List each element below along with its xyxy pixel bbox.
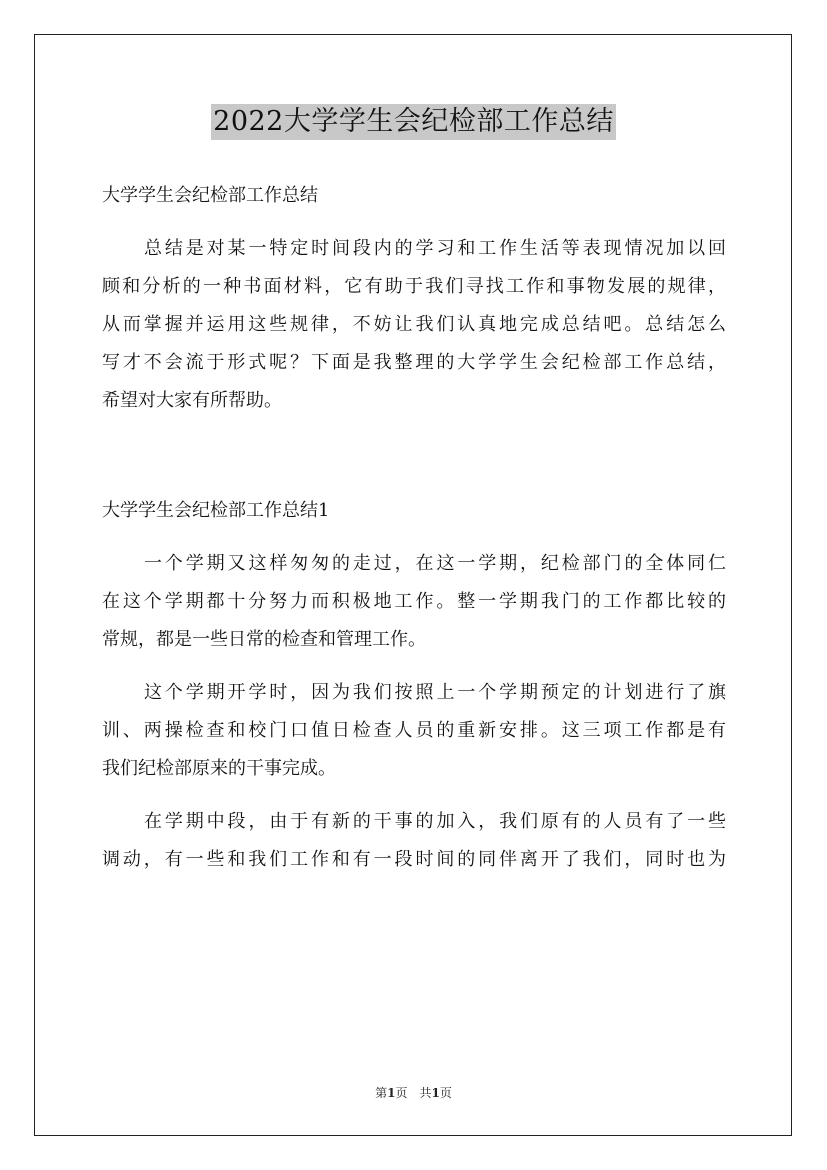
document-title: 2022大学学生会纪检部工作总结: [211, 104, 616, 140]
section-spacer: [102, 420, 726, 490]
section-paragraph: [102, 545, 726, 659]
paragraph-line: 调动，有一些和我们工作和有一段时间的同伴离开了我们，同时也为: [102, 849, 726, 870]
paragraph-line: 我们纪检部原来的干事完成。: [102, 758, 336, 779]
section-heading: 大学学生会纪检部工作总结1: [102, 500, 330, 521]
paragraph-line: 总结是对某一特定时间段内的学习和工作生活等表现情况加以回: [144, 238, 726, 259]
footer-middle: 页 共: [395, 1086, 432, 1100]
intro-paragraph: [102, 230, 726, 420]
footer-page-total: 1: [431, 1086, 440, 1100]
paragraph-line: 希望对大家有所帮助。: [102, 390, 282, 411]
paragraph-line: 在学期中段，由于有新的干事的加入，我们原有的人员有了一些: [144, 811, 726, 832]
page-footer: [0, 1085, 827, 1101]
footer-suffix: 页: [439, 1086, 452, 1100]
footer-page-number: 1: [387, 1086, 396, 1100]
document-body: [102, 175, 726, 879]
section-paragraph: [102, 674, 726, 788]
paragraph-line: 写才不会流于形式呢？下面是我整理的大学学生会纪检部工作总结，: [102, 352, 726, 373]
footer-prefix: 第: [375, 1086, 388, 1100]
intro-heading: 大学学生会纪检部工作总结: [102, 185, 318, 206]
paragraph-line: 训、两操检查和校门口值日检查人员的重新安排。这三项工作都是有: [102, 720, 726, 741]
paragraph-line: 一个学期又这样匆匆的走过，在这一学期，纪检部门的全体同仁: [144, 553, 726, 574]
paragraph-line: 在这个学期都十分努力而积极地工作。整一学期我门的工作都比较的: [102, 591, 726, 612]
title-container: [0, 104, 827, 140]
paragraph-line: 这个学期开学时，因为我们按照上一个学期预定的计划进行了旗: [144, 682, 726, 703]
paragraph-line: 常规，都是一些日常的检查和管理工作。: [102, 629, 426, 650]
section-paragraph: [102, 803, 726, 879]
paragraph-line: 顾和分析的一种书面材料，它有助于我们寻找工作和事物发展的规律，: [102, 276, 726, 297]
paragraph-line: 从而掌握并运用这些规律，不妨让我们认真地完成总结吧。总结怎么: [102, 314, 726, 335]
